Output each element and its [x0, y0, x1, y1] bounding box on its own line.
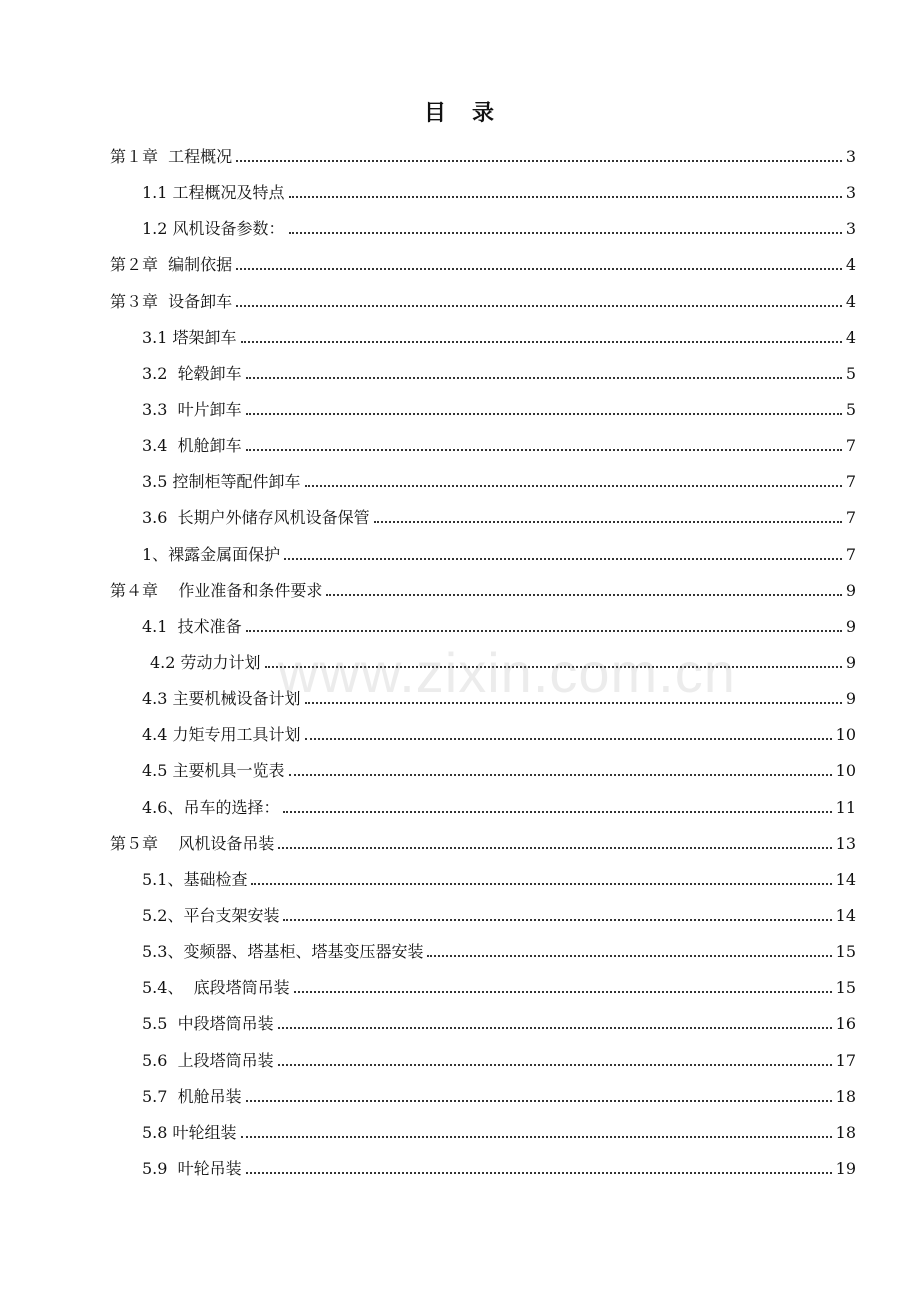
toc-page-number: 16: [835, 1014, 856, 1034]
toc-entry-text: 5.7 机舱吊装: [142, 1086, 242, 1106]
dot-leader: [246, 630, 842, 632]
toc-section-entry[interactable]: [142, 795, 856, 819]
toc-section-entry[interactable]: [142, 722, 856, 746]
dot-leader: [374, 521, 842, 523]
toc-chapter-entry[interactable]: [110, 144, 856, 168]
toc-page-number: 10: [835, 725, 856, 745]
toc-section-entry[interactable]: [142, 505, 856, 529]
dot-leader: [246, 377, 842, 379]
toc-section-entry[interactable]: [142, 939, 856, 963]
toc-page-number: 3: [845, 147, 856, 166]
dot-leader: [283, 811, 831, 813]
toc-entry-text: 5.3、变频器、塔基柜、塔基变压器安装: [142, 942, 424, 962]
dot-leader: [246, 413, 842, 415]
dot-leader: [246, 1100, 832, 1102]
toc-section-entry[interactable]: [142, 1156, 856, 1180]
toc-entry-text: 3.6 长期户外储存风机设备保管: [142, 508, 370, 528]
dot-leader: [241, 1136, 832, 1138]
toc-entry-text: 第４章 作业准备和条件要求: [110, 580, 323, 600]
toc-section-entry[interactable]: [142, 867, 856, 891]
toc-page-number: 9: [845, 689, 856, 709]
toc-entry-text: 5.5 中段塔筒吊装: [142, 1014, 274, 1034]
toc-entry-text: 5.2、平台支架安装: [142, 905, 280, 925]
toc-page-number: 4: [845, 327, 856, 347]
toc-entry-text: 3.3 叶片卸车: [142, 400, 242, 419]
toc-chapter-entry[interactable]: [110, 252, 856, 276]
toc-entry-text: 第３章 设备卸车: [110, 291, 233, 311]
toc-title: 目 录: [423, 101, 496, 126]
toc-entry-text: 第２章 编制依据: [110, 255, 233, 275]
watermark: www.zixin.com.cn: [278, 641, 736, 704]
toc-page-number: 5: [845, 363, 856, 383]
toc-chapter-entry[interactable]: [110, 831, 856, 855]
toc-entry-text: 第５章 风机设备吊装: [110, 833, 275, 853]
dot-leader: [427, 955, 831, 957]
toc-entry-text: 1、裸露金属面保护: [142, 544, 281, 564]
dot-leader: [278, 1064, 832, 1066]
toc-entry-text: 3.4 机舱卸车: [142, 436, 242, 456]
toc-entry-text: 5.4、 底段塔筒吊装: [142, 978, 290, 998]
toc-page-number: 11: [835, 797, 856, 817]
toc-entry-text: 4.5 主要机具一览表: [142, 761, 285, 781]
toc-section-entry[interactable]: [142, 216, 856, 240]
dot-leader: [265, 666, 842, 668]
dot-leader: [278, 1027, 832, 1029]
toc-section-entry[interactable]: [142, 433, 856, 457]
toc-section-entry[interactable]: [142, 325, 856, 349]
dot-leader: [289, 196, 842, 198]
toc-page-number: 19: [835, 1158, 856, 1178]
toc-entry-text: 4.2 劳动力计划: [150, 653, 261, 672]
dot-leader: [294, 991, 832, 993]
toc-page-number: 15: [835, 942, 856, 962]
dot-leader: [283, 919, 831, 921]
toc-entry-text: 5.1、基础检查: [142, 869, 248, 889]
toc-page-number: 4: [845, 291, 856, 311]
toc-entry-text: 第１章 工程概况: [110, 147, 233, 166]
dot-leader: [305, 485, 842, 487]
toc-entry-text: 1.2 风机设备参数：: [142, 219, 285, 239]
toc-page-number: 13: [835, 833, 856, 853]
toc-section-entry[interactable]: [142, 1084, 856, 1108]
dot-leader: [241, 341, 842, 343]
toc-page-number: 4: [845, 255, 856, 275]
toc-section-entry[interactable]: [142, 975, 856, 999]
toc-section-entry[interactable]: [142, 469, 856, 493]
toc-page-number: 9: [845, 580, 856, 600]
toc-section-entry[interactable]: [142, 686, 856, 710]
toc-entry-text: 4.3 主要机械设备计划: [142, 689, 301, 709]
dot-leader: [246, 1172, 832, 1174]
dot-leader: [236, 160, 842, 162]
toc-page-number: 9: [845, 653, 856, 672]
toc-page-number: 7: [845, 436, 856, 456]
toc-page-number: 14: [835, 869, 856, 889]
toc-entry-text: 5.9 叶轮吊装: [142, 1158, 242, 1178]
toc-page-number: 5: [845, 400, 856, 419]
toc-page-number: 7: [845, 508, 856, 528]
toc-section-entry[interactable]: [150, 650, 856, 674]
dot-leader: [246, 449, 842, 451]
toc-entry-text: 5.8 叶轮组装: [142, 1122, 237, 1142]
dot-leader: [236, 305, 842, 307]
toc-section-entry[interactable]: [142, 758, 856, 782]
toc-page-number: 7: [845, 472, 856, 492]
toc-page-number: 17: [835, 1050, 856, 1070]
toc-section-entry[interactable]: [142, 361, 856, 385]
toc-entry-text: 5.6 上段塔筒吊装: [142, 1050, 274, 1070]
toc-section-entry[interactable]: [142, 1048, 856, 1072]
toc-page-number: 7: [845, 544, 856, 564]
dot-leader: [289, 232, 842, 234]
toc-page-number: 18: [835, 1122, 856, 1142]
toc-section-entry[interactable]: [142, 180, 856, 204]
toc-section-entry[interactable]: [142, 397, 856, 421]
toc-entry-text: 4.1 技术准备: [142, 616, 242, 636]
dot-leader: [278, 847, 831, 849]
toc-chapter-entry[interactable]: [110, 578, 856, 602]
toc-chapter-entry[interactable]: [110, 289, 856, 313]
toc-section-entry[interactable]: [142, 614, 856, 638]
toc-page-number: 15: [835, 978, 856, 998]
toc-page-number: 14: [835, 905, 856, 925]
dot-leader: [289, 774, 832, 776]
dot-leader: [305, 738, 832, 740]
toc-page-number: 10: [835, 761, 856, 781]
dot-leader: [251, 883, 831, 885]
toc-section-entry[interactable]: [142, 542, 856, 566]
toc-page-number: 9: [845, 616, 856, 636]
toc-entry-text: 3.5 控制柜等配件卸车: [142, 472, 301, 492]
toc-entry-text: 3.1 塔架卸车: [142, 327, 237, 347]
toc-page-number: 3: [845, 183, 856, 203]
dot-leader: [284, 558, 842, 560]
toc-section-entry[interactable]: [142, 1120, 856, 1144]
dot-leader: [326, 594, 841, 596]
dot-leader: [305, 702, 842, 704]
toc-entry-text: 1.1 工程概况及特点: [142, 183, 285, 203]
toc-entry-text: 4.6、吊车的选择：: [142, 797, 280, 817]
toc-entry-text: 4.4 力矩专用工具计划: [142, 725, 301, 745]
dot-leader: [236, 268, 842, 270]
toc-page-number: 3: [845, 219, 856, 239]
toc-page-number: 18: [835, 1086, 856, 1106]
toc-section-entry[interactable]: [142, 903, 856, 927]
toc-entry-text: 3.2 轮毂卸车: [142, 363, 242, 383]
toc-section-entry[interactable]: [142, 1011, 856, 1035]
